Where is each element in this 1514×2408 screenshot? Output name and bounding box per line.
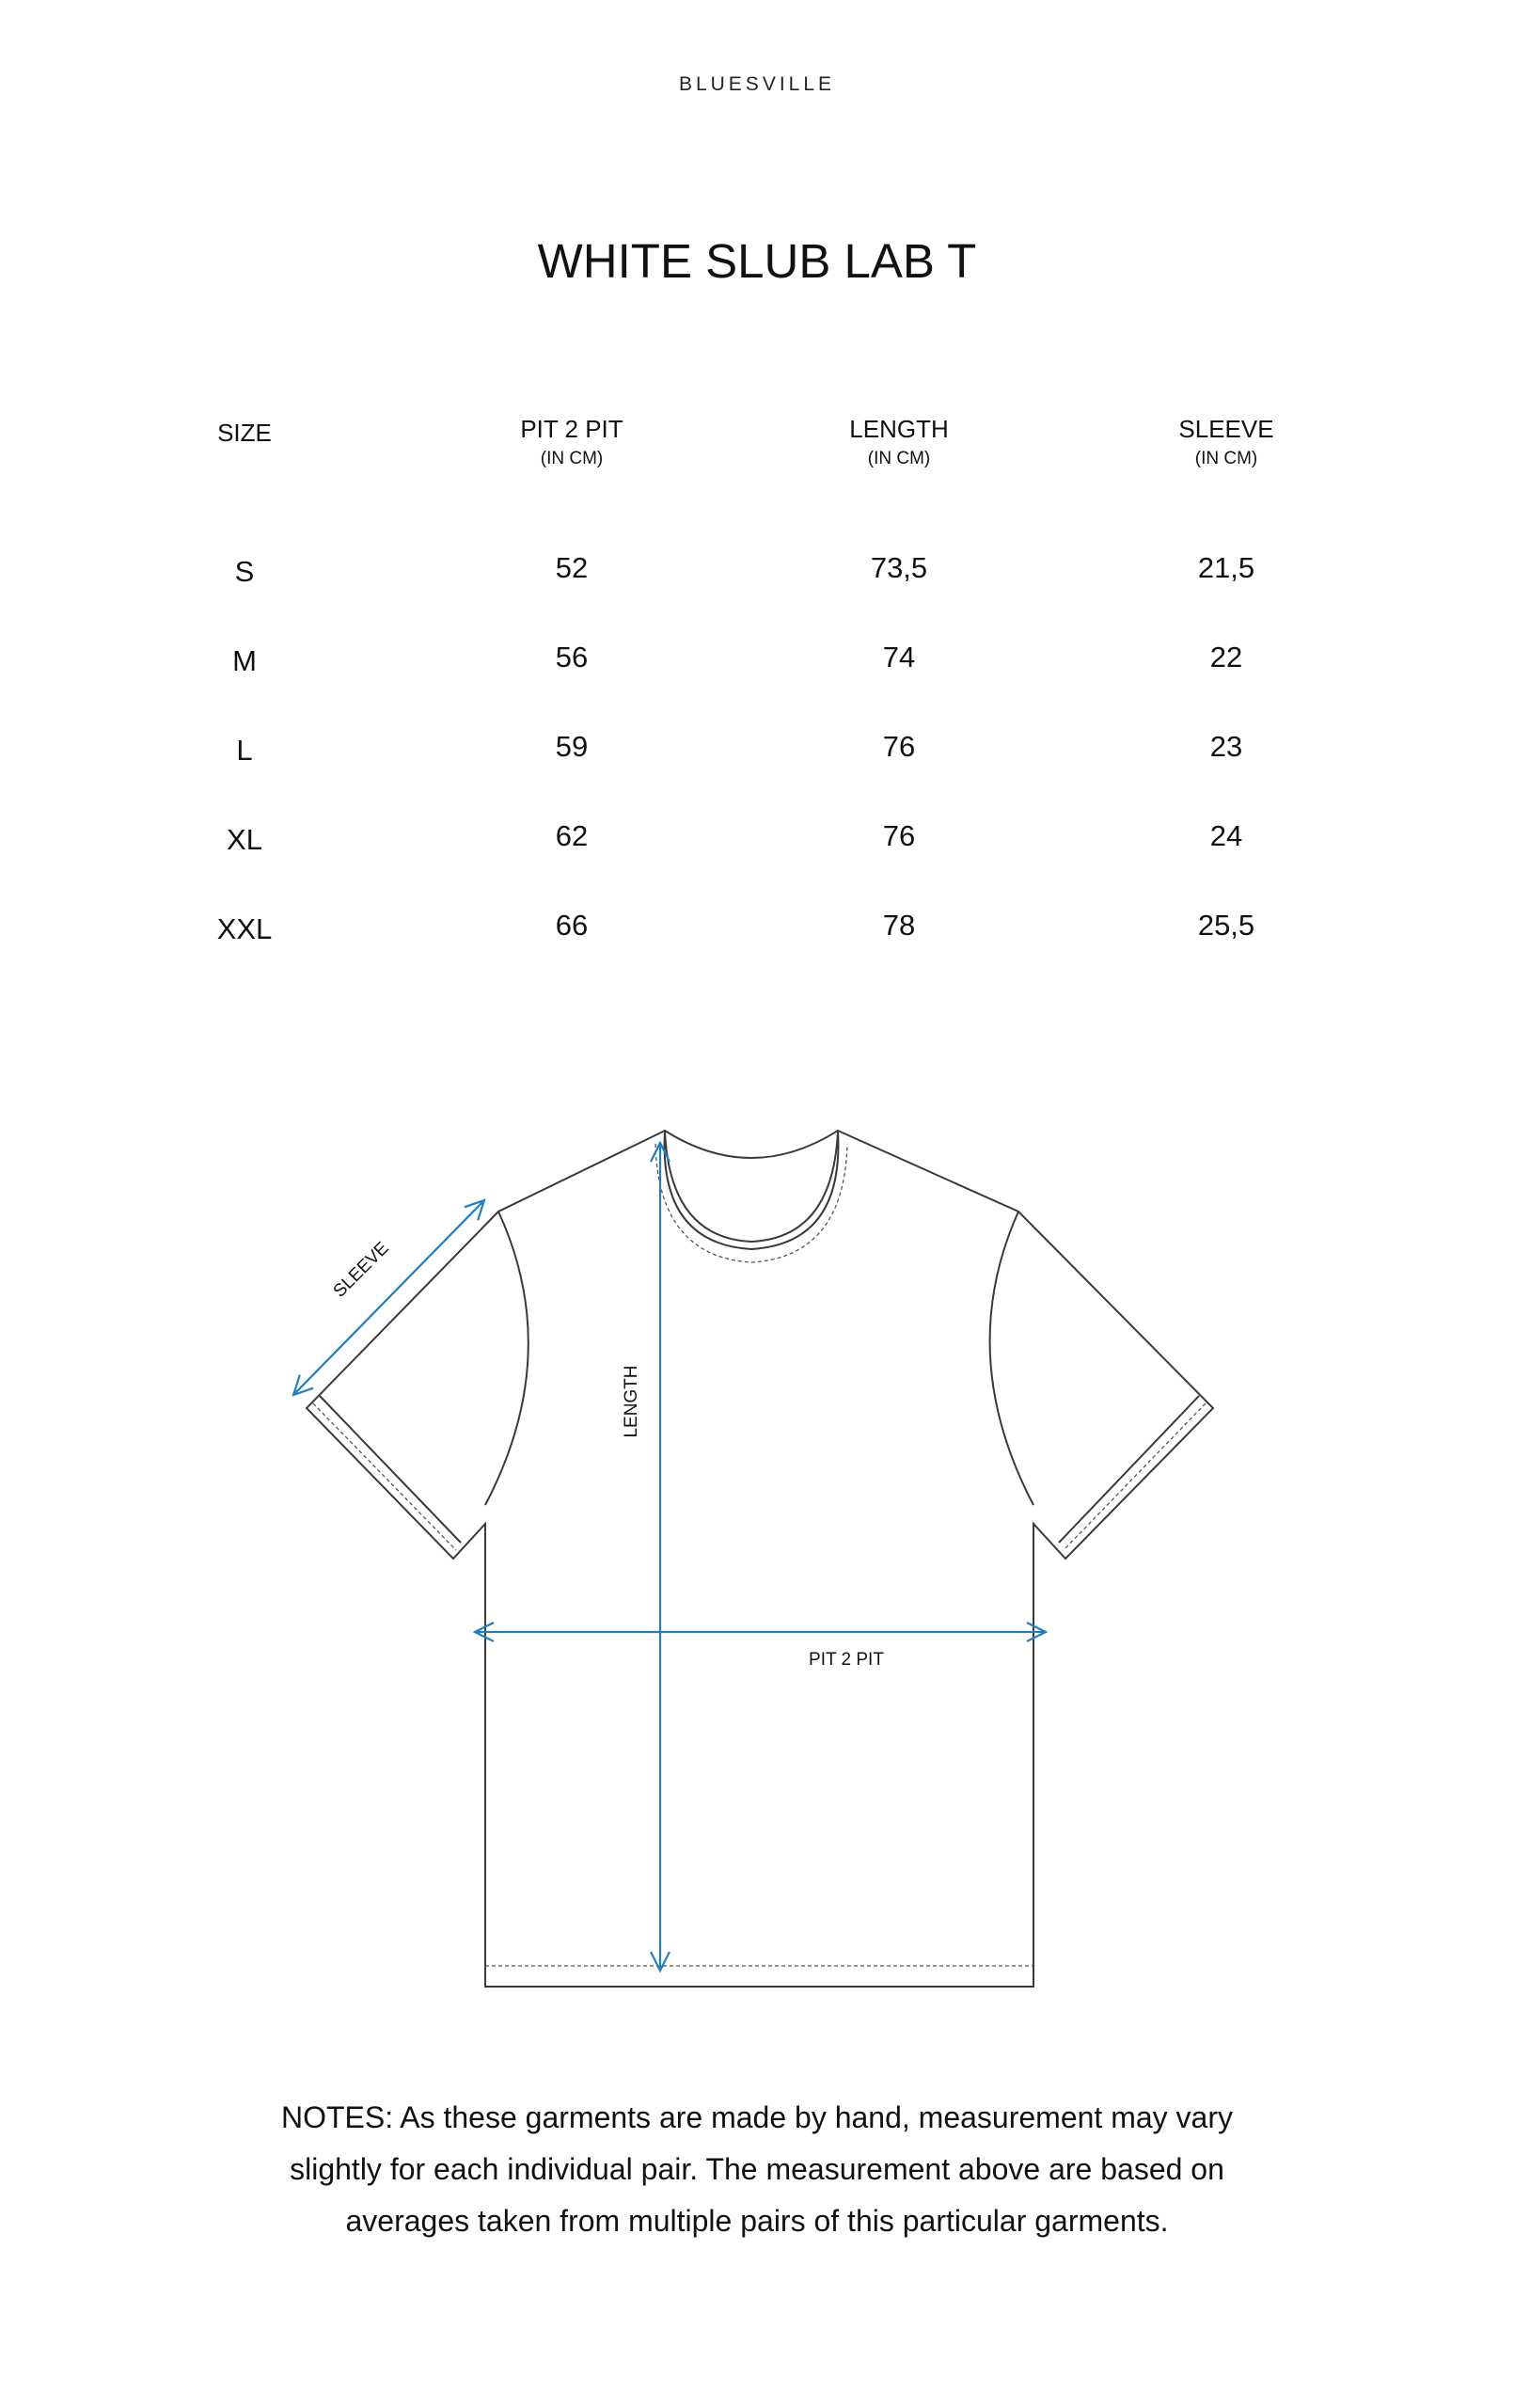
header-length-unit: (IN CM) [867, 449, 931, 468]
table-cell-pit: 59 [555, 730, 589, 763]
notes-text [0, 2092, 1514, 2247]
sleeve-arrow [293, 1200, 484, 1395]
table-cell-size: XL [227, 823, 262, 856]
table-cell-sleeve: 23 [1209, 730, 1243, 763]
header-sleeve [1085, 414, 1367, 472]
table-cell-pit: 56 [555, 641, 589, 673]
table-cell-length: 73,5 [870, 551, 928, 584]
table-cell-sleeve: 21,5 [1197, 551, 1255, 584]
table-cell-length: 76 [882, 730, 916, 763]
sleeve-label: SLEEVE [329, 1238, 393, 1302]
table-cell-size: XXL [216, 912, 273, 945]
header-pit-unit: (IN CM) [540, 449, 604, 468]
tshirt-diagram [0, 1063, 1514, 2032]
header-size [103, 418, 386, 448]
header-sleeve-unit: (IN CM) [1194, 449, 1258, 468]
brand-logo: BLUESVILLE [678, 73, 836, 95]
tshirt-outline [307, 1131, 1213, 1987]
table-cell-pit: 62 [555, 819, 589, 852]
table-cell-sleeve: 22 [1209, 641, 1243, 673]
table-cell-sleeve: 25,5 [1197, 909, 1255, 942]
header-sleeve-label: SLEEVE [1178, 415, 1274, 443]
page-title: WHITE SLUB LAB T [537, 234, 977, 288]
header-pit [431, 414, 713, 472]
table-cell-size: L [236, 734, 253, 767]
header-pit-label: PIT 2 PIT [520, 415, 623, 443]
table-cell-size: M [232, 644, 257, 677]
pit-label: PIT 2 PIT [809, 1650, 884, 1670]
notes-line: NOTES: As these garments are made by hand, measurement may vary [281, 2100, 1233, 2134]
table-cell-length: 74 [882, 641, 916, 673]
notes-line: averages taken from multiple pairs of this particular garments. [345, 2204, 1169, 2238]
header-size-label: SIZE [217, 419, 272, 447]
stitch-lines [313, 1144, 1206, 1966]
table-cell-length: 76 [882, 819, 916, 852]
table-cell-sleeve: 24 [1209, 819, 1243, 852]
header-length [758, 414, 1040, 472]
header-length-label: LENGTH [849, 415, 949, 443]
table-cell-size: S [234, 555, 255, 588]
table-cell-pit: 52 [555, 551, 589, 584]
table-cell-pit: 66 [555, 909, 589, 942]
length-label: LENGTH [622, 1365, 641, 1438]
table-cell-length: 78 [882, 909, 916, 942]
measure-lines [293, 1143, 1046, 1971]
notes-line: slightly for each individual pair. The measurement above are based on [290, 2152, 1224, 2186]
